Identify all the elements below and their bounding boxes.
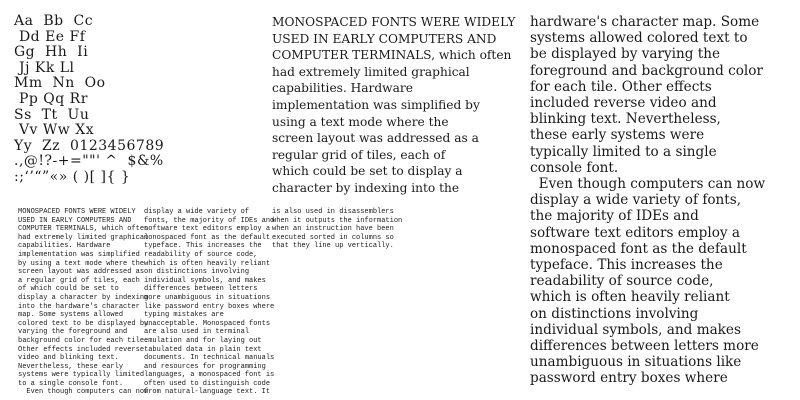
text-line: MONOSPACED FONTS WERE WIDELY xyxy=(18,208,136,216)
text-line: monospaced font as the default xyxy=(530,240,747,257)
text-line: typing mistakes are xyxy=(144,311,224,320)
text-line: Yy Zz 0123456789 xyxy=(14,137,165,154)
text-line: these early systems were xyxy=(530,127,705,144)
text-line: screen layout was addressed as xyxy=(18,268,145,277)
text-line: systems were typically limited xyxy=(18,371,145,380)
text-line: capabilities. Hardware xyxy=(272,81,413,96)
text-line: like password entry boxes where xyxy=(144,302,275,311)
text-line: are also used in terminal xyxy=(144,328,250,337)
text-line: using a text mode where the xyxy=(272,114,449,129)
medium-text-block xyxy=(272,14,522,197)
large-text-block xyxy=(530,14,792,387)
text-line: into the hardware's character xyxy=(18,302,140,311)
text-line: languages, a monospaced font is xyxy=(144,371,275,380)
text-line: software text editors employ a xyxy=(530,224,741,241)
text-line: typeface. This increases the xyxy=(530,257,723,274)
text-line: individual symbols, and makes xyxy=(530,321,741,338)
text-line: display a wide variety of fonts, xyxy=(530,192,742,209)
text-line: had extremely limited graphical xyxy=(18,233,149,242)
text-line: video and blinking text. xyxy=(18,354,119,363)
text-line: of which could be set to xyxy=(18,285,119,294)
text-line: monospaced font as the default xyxy=(144,233,271,242)
text-line: which is often heavily reliant xyxy=(144,259,271,268)
text-line: varying the foreground and xyxy=(18,328,128,337)
text-line: by using a text mode where the xyxy=(18,259,145,268)
text-line: implementation was simplified xyxy=(18,250,140,259)
text-line: is also used in disassemblers xyxy=(272,208,394,216)
text-line: Jj Kk Ll xyxy=(14,59,75,76)
text-line: which is often heavily reliant xyxy=(530,289,730,306)
text-line: Even though computers can now xyxy=(18,388,149,397)
text-line: had extremely limited graphical xyxy=(272,64,470,79)
text-line: Ss Tt Uu xyxy=(14,106,90,123)
text-line: to a single console font. xyxy=(18,379,124,388)
text-line: Other effects included reverse xyxy=(18,345,145,354)
text-line: map. Some systems allowed xyxy=(18,311,124,320)
text-line: regular grid of tiles, each of xyxy=(272,147,446,162)
glyph-specimen xyxy=(14,14,254,186)
text-line: software text editors employ a xyxy=(144,225,271,234)
text-line: Vv Ww Xx xyxy=(14,122,95,139)
text-line: systems allowed colored text to xyxy=(530,30,748,47)
text-line: the majority of IDEs and xyxy=(530,208,699,225)
text-line: Pp Qq Rr xyxy=(14,90,88,107)
text-line: readability of source code, xyxy=(530,273,714,290)
text-line: readability of source code, xyxy=(144,250,258,259)
text-line: display a wide variety of xyxy=(144,208,250,216)
text-line: blinking text. Nevertheless, xyxy=(530,111,721,128)
text-line: individual symbols, and makes xyxy=(144,276,266,285)
text-line: emulation and for laying out xyxy=(144,336,262,345)
small-text-column-3 xyxy=(272,208,403,251)
text-line: typeface. This increases the xyxy=(144,242,262,251)
text-line: on distinctions involving xyxy=(144,268,250,277)
text-line: foreground and background color xyxy=(530,62,763,79)
text-line: which could be set to display a xyxy=(272,164,463,179)
text-line: often used to distinguish code xyxy=(144,379,271,388)
text-line: Aa Bb Cc xyxy=(14,13,94,29)
text-line: hardware's character map. Some xyxy=(530,14,760,30)
text-line: Nevertheless, these early xyxy=(18,362,124,371)
text-line: MONOSPACED FONTS WERE WIDELY xyxy=(272,15,516,29)
text-line: implementation was simplified by xyxy=(272,97,480,112)
text-line: included reverse video and xyxy=(530,95,717,112)
text-line: password entry boxes where xyxy=(530,370,728,387)
text-line: documents. In technical manuals xyxy=(144,354,275,363)
text-line: more unambiguous in situations xyxy=(144,293,271,302)
text-line: Gg Hh Ii xyxy=(14,44,89,61)
text-line: differences between letters more xyxy=(530,338,759,355)
text-line: for each tile. Other effects xyxy=(530,78,712,95)
text-line: unacceptable. Monospaced fonts xyxy=(144,319,271,328)
text-line: Even though computers can now xyxy=(530,176,766,193)
text-line: display a character by indexing xyxy=(18,293,149,302)
text-line: be displayed by varying the xyxy=(530,46,721,63)
text-line: USED IN EARLY COMPUTERS AND xyxy=(272,31,497,46)
text-line: :;‘’“”«» ( )[ ]{ } xyxy=(14,168,131,185)
small-text-column-1 xyxy=(18,208,149,397)
text-line: .,@!?-+=""' ^ $&% xyxy=(14,153,164,170)
text-line: background color for each tile. xyxy=(18,336,149,345)
text-line: differences between letters xyxy=(144,285,258,294)
text-line: typically limited to a single xyxy=(530,143,717,160)
text-line: a regular grid of tiles, each xyxy=(18,276,140,285)
text-line: and resources for programming xyxy=(144,362,266,371)
text-line: on distinctions involving xyxy=(530,305,699,322)
text-line: COMPUTER TERMINALS, which often xyxy=(18,225,149,234)
text-line: tabulated data in plain text xyxy=(144,345,262,354)
text-line: from natural-language text. It xyxy=(144,388,271,397)
text-line: character by indexing into the xyxy=(272,180,460,195)
text-line: unambiguous in situations like xyxy=(530,354,742,371)
text-line: COMPUTER TERMINALS, which often xyxy=(272,48,512,63)
text-line: executed sorted in columns so xyxy=(272,233,394,242)
text-line: USED IN EARLY COMPUTERS AND xyxy=(18,216,132,225)
text-line: when it outputs the information xyxy=(272,216,403,225)
text-line: Mm Nn Oo xyxy=(14,75,106,92)
text-line: capabilities. Hardware xyxy=(18,242,111,251)
text-line: Dd Ee Ff xyxy=(14,28,86,45)
text-line: when an instruction have been xyxy=(272,225,394,234)
text-line: colored text to be displayed by xyxy=(18,319,149,328)
small-text-column-2 xyxy=(144,208,275,397)
text-line: that they line up vertically. xyxy=(272,242,394,251)
text-line: screen layout was addressed as a xyxy=(272,131,479,146)
text-line: console font. xyxy=(530,159,619,176)
text-line: fonts, the majority of IDEs and xyxy=(144,216,275,225)
